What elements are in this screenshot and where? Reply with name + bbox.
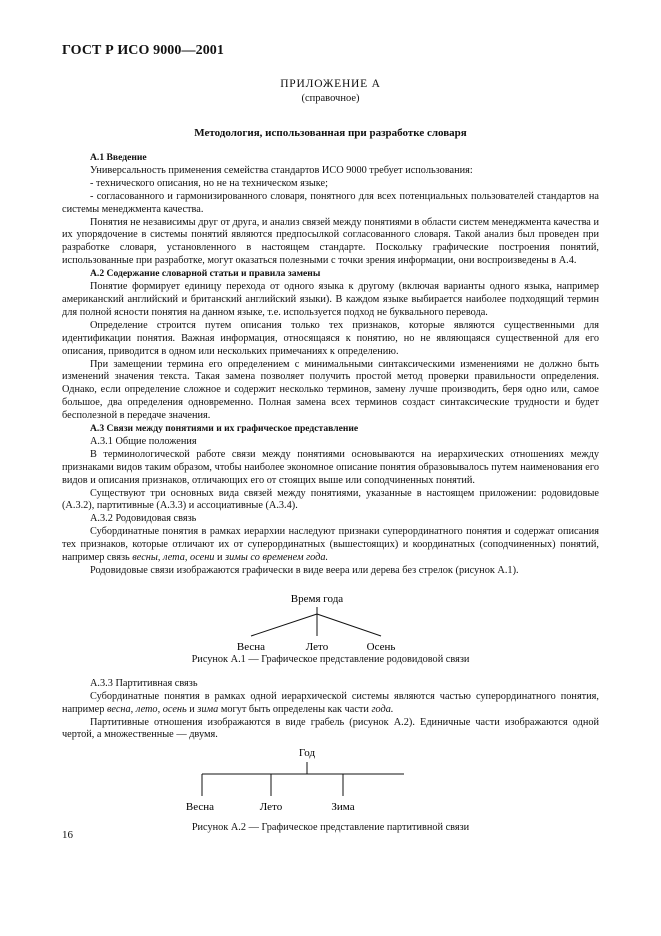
- annex-title: ПРИЛОЖЕНИЕ А: [280, 78, 381, 90]
- text: Субординатные понятия в рамках одной иерархической системы являются частью суперординатного понятия, например: [62, 690, 599, 715]
- annex-subtitle: (справочное): [301, 93, 360, 104]
- figure-a1-diagram: [62, 578, 599, 660]
- page-number: 16: [62, 829, 73, 841]
- figure1-child-label: Весна: [236, 640, 266, 653]
- paragraph: Существуют три основных вида связей между понятиями, указанные в настоящем приложении: родовидовые (А.3.2), партитивные (А.3.3) и ассоциативные (А.3.4).: [62, 487, 599, 512]
- text: могут быть определены как части: [218, 703, 372, 715]
- text: и: [186, 703, 198, 715]
- subsection-a31-heading: А.3.1 Общие положения: [90, 435, 197, 447]
- paragraph: Родовидовые связи изображаются графически в виде веера или дерева без стрелок (рисунок А.1).: [90, 565, 519, 576]
- paragraph: Понятие формирует единицу перехода от одного языка к другому (включая варианты одного языка, например американский английский и британский английский языки). В каждом языке выбирается наиболее подходящий термин для полной ясности понятия на данном языке, т.е. используется подход не буквального перевода.: [62, 281, 599, 318]
- example-text: зима: [197, 703, 219, 715]
- example-text: весны, лета, осени: [132, 552, 215, 564]
- subsection-a33-heading: А.3.3 Партитивная связь: [90, 677, 198, 689]
- section-a3-heading: А.3 Связи между понятиями и их графическое представление: [90, 423, 359, 435]
- figure-a2-diagram: [62, 742, 599, 816]
- paragraph: В терминологической работе связи между понятиями основываются на иерархических отношениях между признаками видов таким образом, чтобы наиболее экономное описание понятия образовывалось путем наименования его видов и описания признаков, отличающих его от стоящих выше или соподчиненных понятий.: [62, 448, 599, 486]
- paragraph: [62, 691, 599, 717]
- example-text: зимы со временем года.: [225, 552, 329, 564]
- section-a1-heading: А.1 Введение: [90, 152, 147, 163]
- text: и: [214, 552, 226, 564]
- paragraph: Определение строится путем описания только тех признаков, которые являются существенными для идентификации понятия. Важная информация, относящаяся к понятию, но не являющаяся существенной для его описания, приводится в одном или нескольких примечаниях к определению.: [62, 319, 599, 357]
- subsection-a32-heading: А.3.2 Родовидовая связь: [90, 513, 197, 525]
- paragraph: Партитивные отношения изображаются в виде грабель (рисунок А.2). Единичные части изображаются одной чертой, а множественные — двумя.: [62, 716, 599, 741]
- section-a2-heading: А.2 Содержание словарной статьи и правила замены: [90, 268, 321, 280]
- figure1-branch: [317, 614, 381, 636]
- figure2-child-label: Зима: [331, 801, 355, 814]
- figure2-root-label: Год: [298, 747, 316, 760]
- figure1-root-label: Время года: [290, 592, 344, 605]
- paragraph: Универсальность применения семейства стандартов ИСО 9000 требует использования:: [90, 164, 473, 176]
- document-body: [62, 152, 599, 835]
- document-header: ГОСТ Р ИСО 9000—2001: [62, 43, 225, 58]
- figure2-child-label: Лето: [259, 801, 283, 814]
- figure1-child-label: Лето: [305, 640, 329, 653]
- figure1-caption: Рисунок А.1 — Графическое представление родовидовой связи: [191, 653, 470, 665]
- paragraph: [62, 526, 599, 565]
- figure2-child-label: Весна: [185, 801, 215, 814]
- paragraph: Понятия не независимы друг от друга, и анализ связей между понятиями в области систем менеджмента качества и их упорядочение в системы понятий являются предпосылкой согласованного словаря. Такой анализ был проведен при разработке словаря, установленного в настоящем стандарте. Поскольку графические построения понятий, использованные при разработке, могут оказаться полезными с точки зрения информации, они воспроизведены в А.4.: [62, 216, 599, 267]
- figure1-child-label: Осень: [366, 640, 396, 653]
- figure1-branch: [251, 614, 317, 636]
- list-item: - технического описания, но не на техническом языке;: [90, 177, 328, 189]
- annex-heading: Методология, использованная при разработке словаря: [194, 127, 467, 139]
- text: Субординатные понятия в рамках иерархии наследуют признаки суперординатного понятия и содержат описания тех признаков, которые отличают их от суперординатных (вышестоящих) и координатных (соподчиненных) понятий, например связь: [62, 526, 599, 564]
- example-text: весна, лето, осень: [106, 703, 187, 715]
- figure2-caption: Рисунок А.2 — Графическое представление партитивной связи: [191, 822, 470, 834]
- example-text: года.: [371, 703, 394, 715]
- list-item: - согласованного и гармонизированного словаря, понятного для всех потенциальных пользователей стандартов на системы менеджмента качества.: [62, 190, 599, 215]
- paragraph: При замещении термина его определением с минимальными синтаксическими изменениями не должно быть изменений значения текста. Такая замена позволяет получить простой метод проверки правильности определения. Однако, если определение сложное и содержит несколько терминов, замену лучше производить, беря одно или, самое большое, два определения одновременно. Полная замена всех терминов создаст синтаксические трудности и будет бесполезной в передаче значения.: [62, 358, 599, 422]
